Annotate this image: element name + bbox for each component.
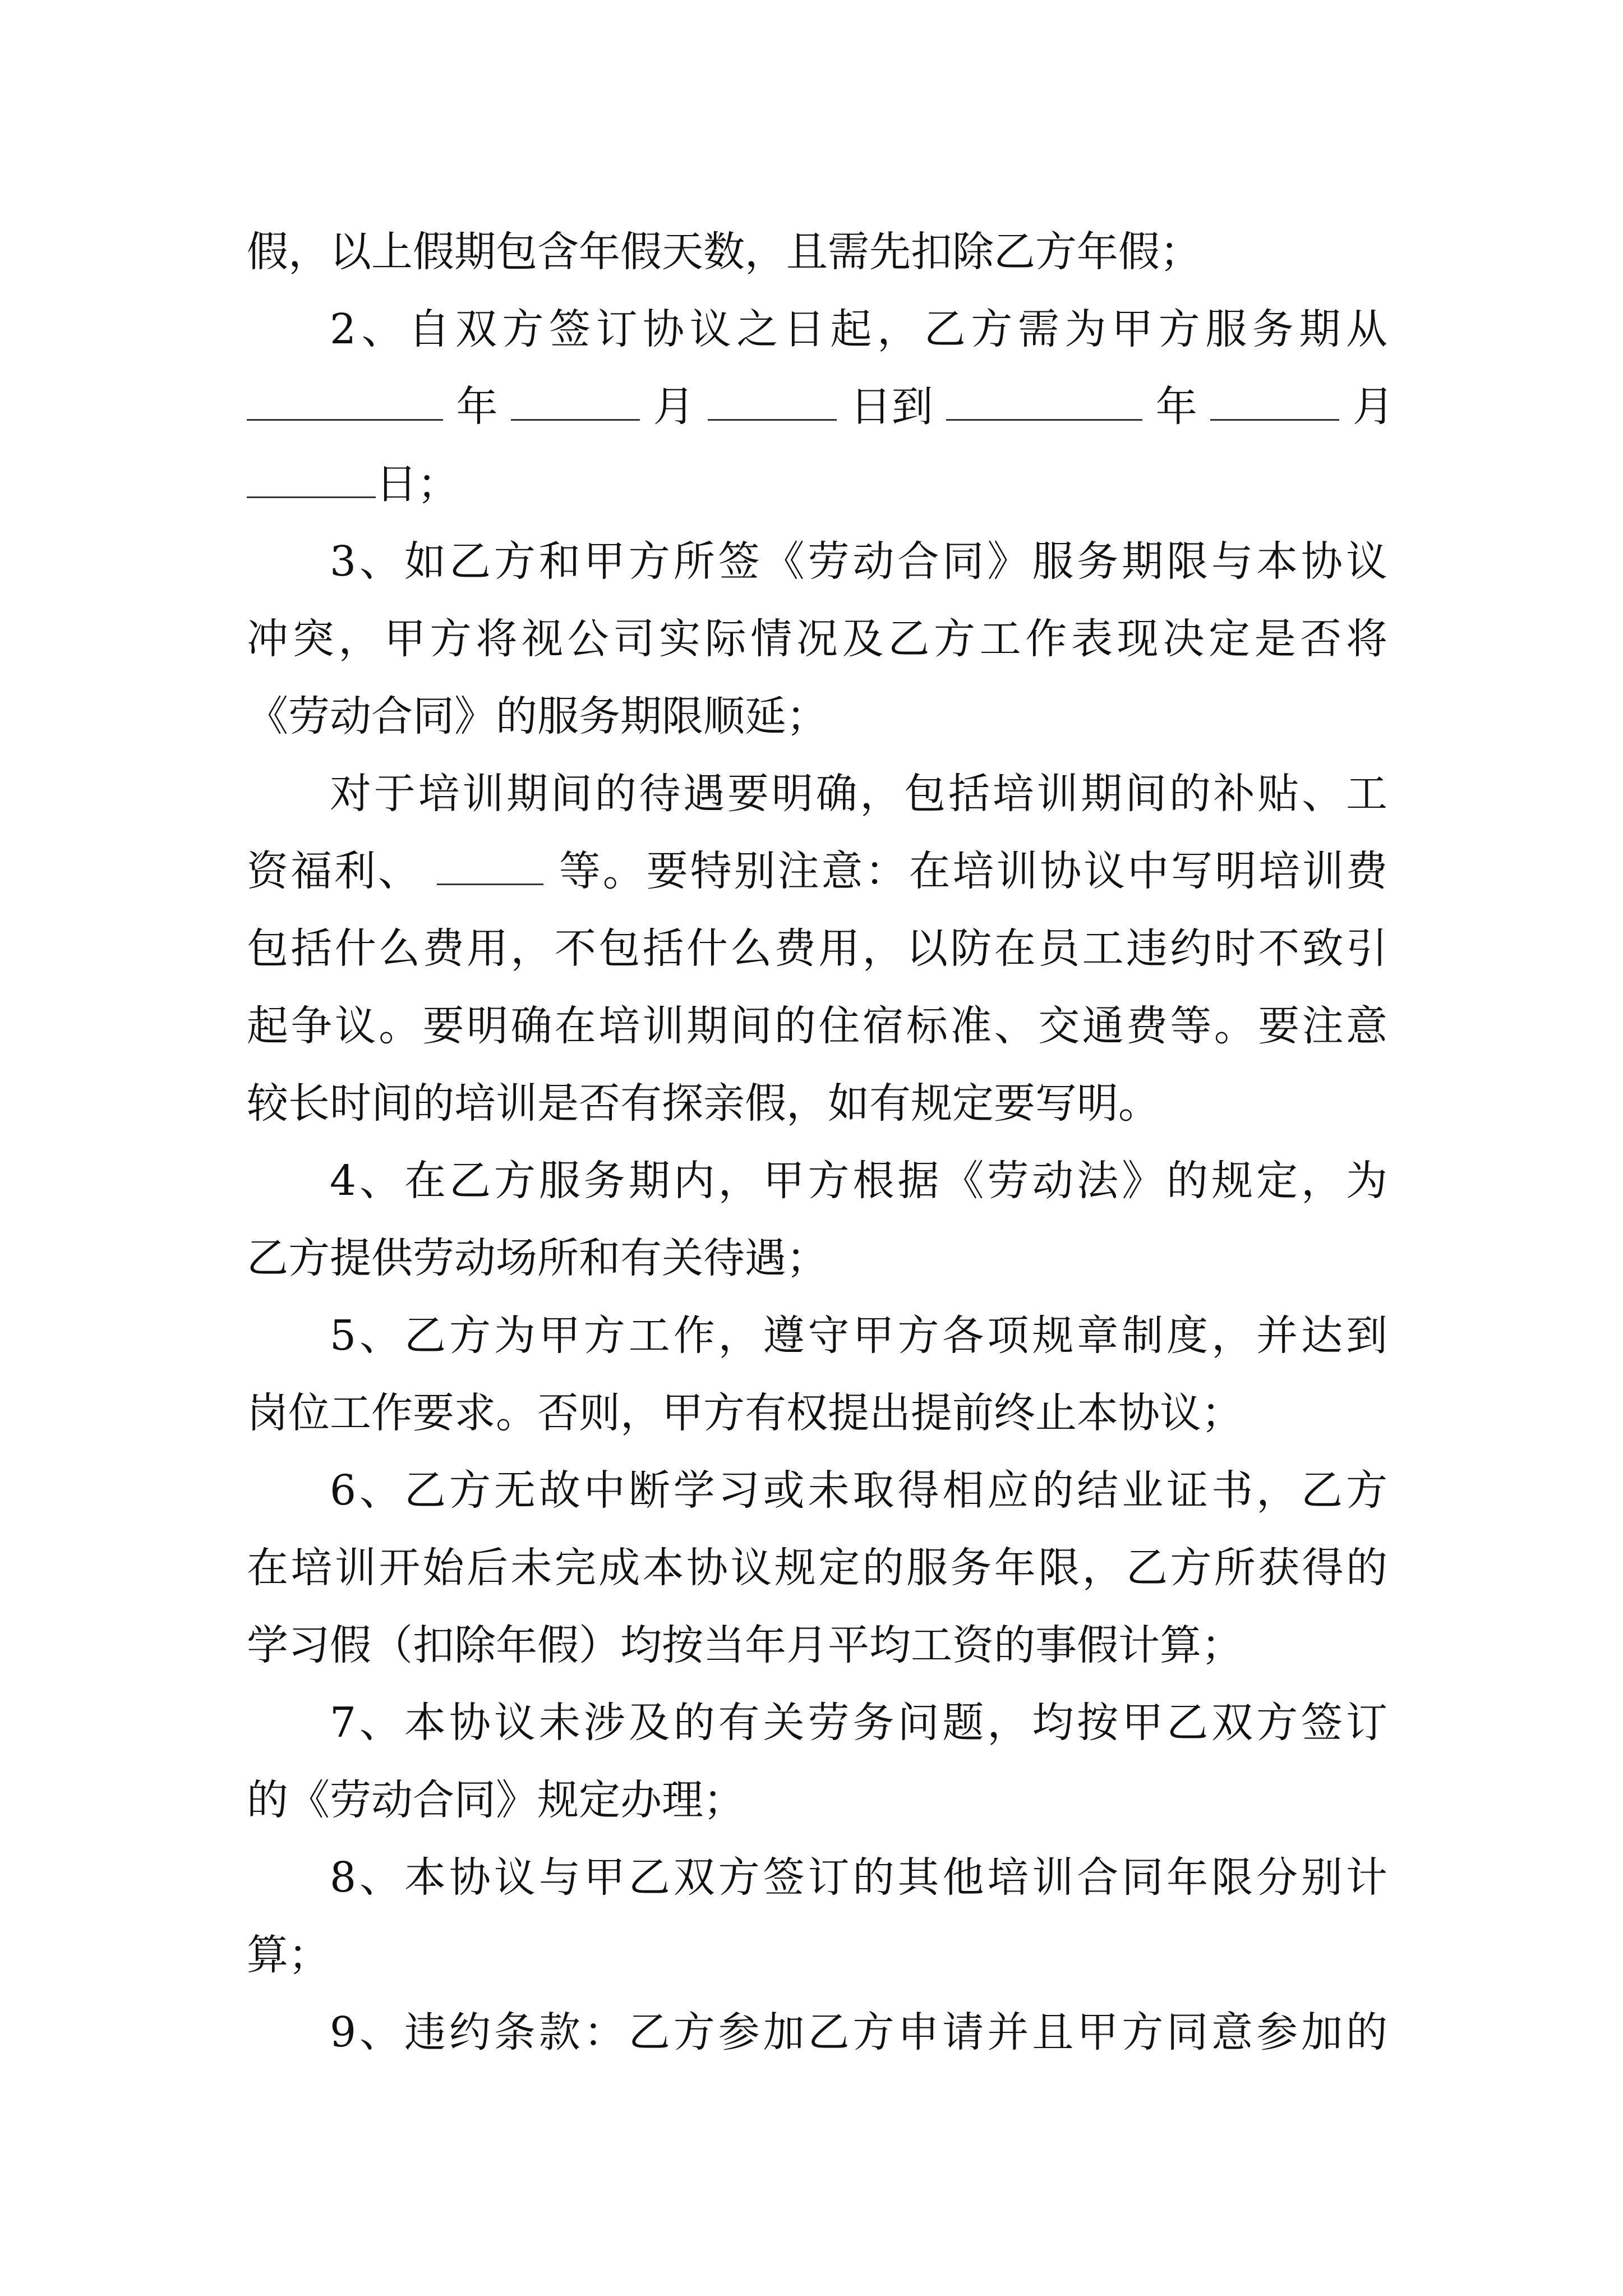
clause-2-line: 2、自双方签订协议之日起，乙方需为甲方服务期从 — [330, 305, 1387, 353]
text-line: 在培训开始后未完成本协议规定的服务年限，乙方所获得的 — [247, 1544, 1387, 1592]
start-month-blank — [511, 374, 640, 421]
year-label: 年 — [456, 383, 498, 431]
month-label: 月 — [653, 383, 695, 431]
clause-6-line: 6、乙方无故中断学习或未取得相应的结业证书，乙方 — [330, 1466, 1387, 1515]
clause-7-line: 7、本协议未涉及的有关劳务问题，均按甲乙双方签订 — [330, 1699, 1387, 1747]
clause-5-line: 5、乙方为甲方工作，遵守甲方各项规章制度，并达到 — [330, 1312, 1387, 1360]
start-day-blank — [708, 374, 837, 421]
text-line: 包括什么费用，不包括什么费用，以防在员工违约时不致引 — [247, 924, 1387, 973]
clause-8-line: 8、本协议与甲乙双方签订的其他培训合同年限分别计 — [330, 1853, 1387, 1902]
text-line: 冲突，甲方将视公司实际情况及乙方工作表现决定是否将 — [247, 615, 1387, 663]
text-line: 起争议。要明确在培训期间的住宿标准、交通费等。要注意 — [247, 1002, 1387, 1050]
document-body — [247, 213, 1394, 2071]
month-label-2: 月 — [1352, 383, 1394, 431]
day-to-label: 日到 — [850, 383, 933, 431]
clause-3-line: 3、如乙方和甲方所签《劳动合同》服务期限与本协议 — [330, 537, 1387, 586]
benefits-text: 等。要特别注意：在培训协议中写明培训费 — [559, 847, 1387, 895]
training-note-line: 对于培训期间的待遇要明确，包括培训期间的补贴、工 — [330, 770, 1387, 818]
benefits-label: 资福利、 — [247, 847, 422, 895]
benefits-line — [247, 832, 1387, 910]
text-line: 算； — [247, 1931, 330, 1979]
text-line: 岗位工作要求。否则，甲方有权提出提前终止本协议； — [247, 1389, 1243, 1437]
text-line: 较长时间的培训是否有探亲假，如有规定要写明。 — [247, 1079, 1160, 1128]
clause-9-line: 9、违约条款：乙方参加乙方申请并且甲方同意参加的 — [330, 2008, 1387, 2056]
end-day-blank — [247, 452, 376, 498]
text-line: 乙方提供劳动场所和有关待遇； — [247, 1234, 828, 1282]
day-label: 日； — [376, 460, 459, 508]
end-year-blank — [946, 374, 1142, 421]
text-line: 学习假（扣除年假）均按当年月平均工资的事假计算； — [247, 1621, 1243, 1669]
service-period-day-line — [247, 445, 1387, 523]
text-line: 假，以上假期包含年假天数，且需先扣除乙方年假； — [247, 228, 1201, 276]
clause-4-line: 4、在乙方服务期内，甲方根据《劳动法》的规定，为 — [330, 1157, 1387, 1205]
service-period-date-line — [247, 368, 1394, 445]
end-month-blank — [1210, 374, 1339, 421]
benefits-blank — [437, 839, 543, 885]
start-year-blank — [247, 374, 443, 421]
text-line: 《劳动合同》的服务期限顺延； — [247, 692, 828, 740]
text-line: 的《劳动合同》规定办理； — [247, 1776, 745, 1824]
year-label-2: 年 — [1155, 383, 1197, 431]
